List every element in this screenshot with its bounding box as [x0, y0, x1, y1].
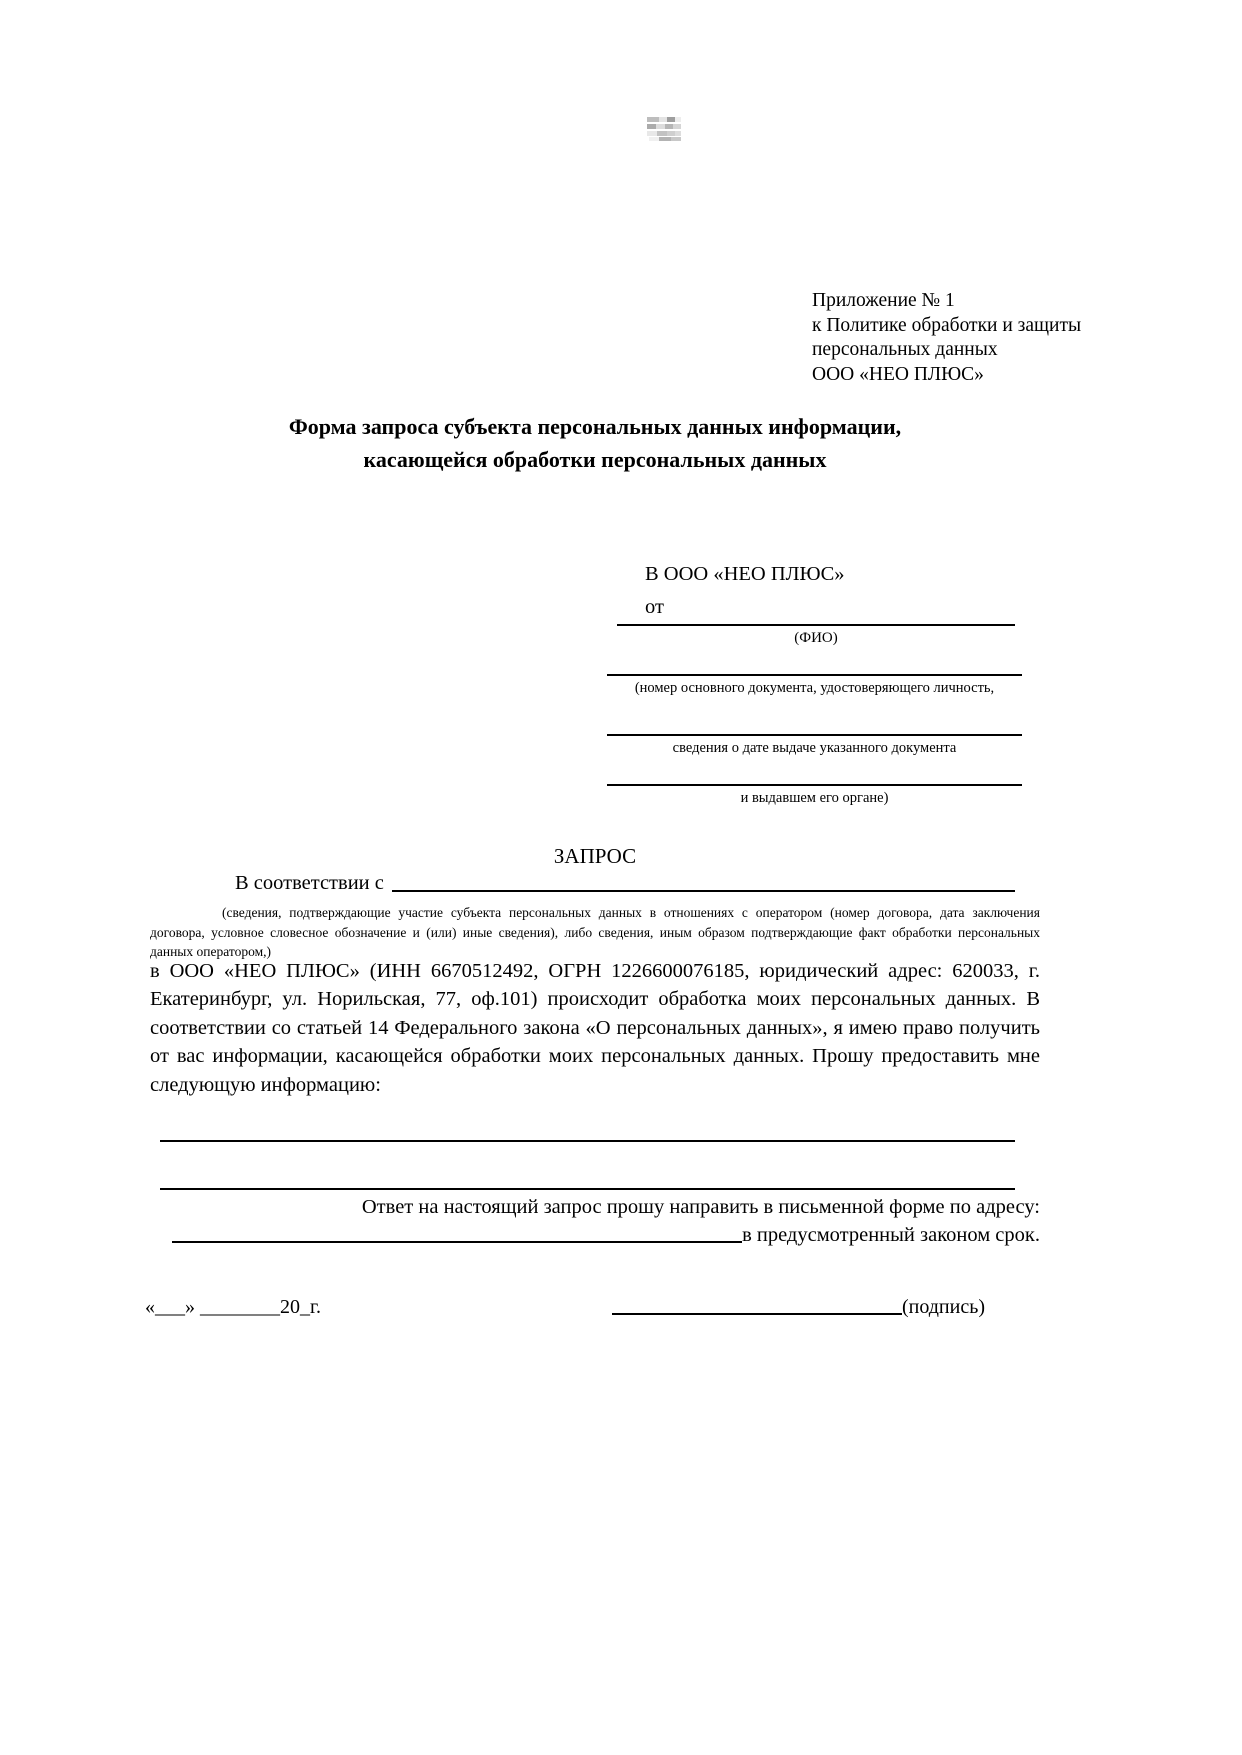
signature-fill-line: [612, 1313, 902, 1315]
document-number-caption: (номер основного документа, удостоверяющего личность,: [634, 680, 995, 696]
addressee-organization: В ООО «НЕО ПЛЮС»: [645, 563, 845, 585]
blurred-logo-icon: [647, 116, 681, 142]
issuing-authority-caption: и выдавшем его органе): [740, 790, 889, 806]
information-fill-line-1: [160, 1140, 1015, 1142]
fio-caption: (ФИО): [794, 630, 838, 646]
form-title-line-1: Форма запроса субъекта персональных данных информации,: [288, 414, 902, 439]
intro-prefix: В соответствии с: [235, 872, 384, 894]
appendix-line-2: к Политике обработки и защиты: [812, 314, 1082, 336]
request-heading: ЗАПРОС: [553, 844, 637, 868]
appendix-line-3: персональных данных: [812, 339, 998, 360]
intro-line: [150, 872, 1015, 895]
issuing-authority-fill-line: [607, 784, 1022, 786]
signature-caption: (подпись): [901, 1296, 985, 1318]
basis-fill-line: [392, 890, 1015, 892]
document-number-fill-line: [607, 674, 1022, 676]
address-fill-line: [172, 1241, 742, 1243]
date-blank: «___» ________20_г.: [145, 1296, 321, 1318]
issue-date-fill-line: [607, 734, 1022, 736]
intro-caption: (сведения, подтверждающие участие субъекта персональных данных в отношениях с оператором (номер договора, дата заключения договора, условное словесное обозначение и (или) иные сведения), либо сведения, иным образом подтверждающие факт обработки персональных данных оператором,): [150, 905, 1040, 959]
appendix-line-1: Приложение № 1: [812, 290, 955, 311]
form-title-line-2: касающейся обработки персональных данных: [363, 447, 827, 472]
fio-fill-line: [617, 624, 1015, 626]
form-title: [150, 410, 1040, 476]
reply-address-line: Ответ на настоящий запрос прошу направить в письменной форме по адресу:: [361, 1196, 1040, 1218]
signature-area: [612, 1296, 985, 1319]
reply-term-suffix: в предусмотренный законом срок.: [742, 1224, 1040, 1246]
request-body: в ООО «НЕО ПЛЮС» (ИНН 6670512492, ОГРН 1226600076185, юридический адрес: 620033, г. Екатеринбург, ул. Норильская, 77, оф.101) происходит обработка моих персональных данных. В соответствии со статьей 14 Федерального закона «О персональных данных», я имею право получить от вас информации, касающейся обработки моих персональных данных. Прошу предоставить мне следующую информацию:: [150, 960, 1040, 1096]
appendix-block: [812, 289, 1081, 387]
reply-term-line: [172, 1224, 1040, 1247]
addressee-from-label: от: [645, 596, 664, 618]
information-fill-line-2: [160, 1188, 1015, 1190]
appendix-line-4: ООО «НЕО ПЛЮС»: [812, 363, 984, 385]
issue-date-caption: сведения о дате выдаче указанного документа: [672, 740, 957, 756]
